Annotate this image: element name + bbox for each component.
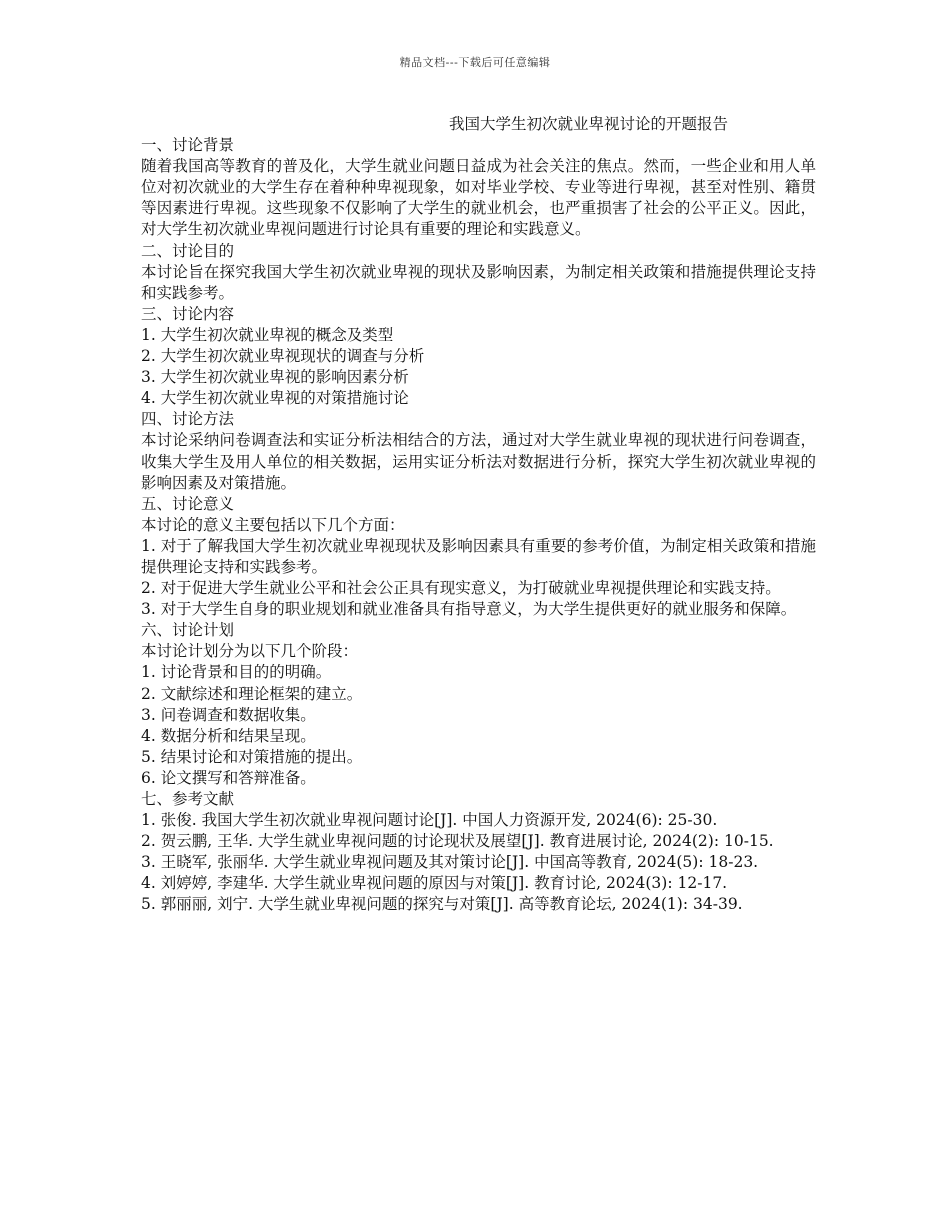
list-item: 2. 大学生初次就业卑视现状的调查与分析: [141, 347, 425, 366]
document-body: [141, 114, 816, 916]
section-heading-references: 七、参考文献: [141, 790, 235, 808]
list-item: 5. 结果讨论和对策措施的提出。: [141, 747, 363, 766]
section-heading-method: 四、讨论方法: [141, 410, 235, 429]
reference-item: 2. 贺云鹏, 王华. 大学生就业卑视问题的讨论现状及展望[J]. 教育进展讨论, 2024(2): 10-15.: [141, 832, 774, 851]
list-item: 6. 论文撰写和答辩准备。: [141, 768, 316, 787]
list-item: 1. 大学生初次就业卑视的概念及类型: [141, 325, 394, 344]
list-item: 1. 对于了解我国大学生初次就业卑视现状及影响因素具有重要的参考价值，为制定相关政策和措施提供理论支持和实践参考。: [141, 536, 816, 576]
section-heading-significance: 五、讨论意义: [141, 494, 235, 513]
list-item: 4. 大学生初次就业卑视的对策措施讨论: [141, 389, 409, 408]
section-intro-significance: 本讨论的意义主要包括以下几个方面：: [141, 515, 405, 534]
section-intro-plan: 本讨论计划分为以下几个阶段：: [141, 642, 359, 661]
list-item: 3. 对于大学生自身的职业规划和就业准备具有指导意义，为大学生提供更好的就业服务和保障。: [141, 600, 797, 619]
section-heading-purpose: 二、讨论目的: [141, 241, 235, 260]
section-heading-plan: 六、讨论计划: [141, 621, 235, 640]
document-title: 我国大学生初次就业卑视讨论的开题报告: [448, 115, 728, 133]
list-item: 4. 数据分析和结果呈现。: [141, 726, 316, 745]
list-item: 2. 对于促进大学生就业公平和社会公正具有现实意义，为打破就业卑视提供理论和实践支持。: [141, 579, 781, 598]
section-paragraph-purpose: 本讨论旨在探究我国大学生初次就业卑视的现状及影响因素，为制定相关政策和措施提供理论支持和实践参考。: [141, 262, 816, 302]
list-item: 1. 讨论背景和目的的明确。: [141, 663, 332, 682]
reference-item: 3. 王晓军, 张丽华. 大学生就业卑视问题及其对策讨论[J]. 中国高等教育, 2024(5): 18-23.: [141, 853, 759, 872]
reference-item: 1. 张俊. 我国大学生初次就业卑视问题讨论[J]. 中国人力资源开发, 2024(6): 25-30.: [141, 811, 718, 830]
list-item: 3. 问卷调查和数据收集。: [141, 705, 316, 724]
section-heading-background: 一、讨论背景: [141, 136, 235, 155]
section-paragraph-method: 本讨论采纳问卷调查法和实证分析法相结合的方法，通过对大学生就业卑视的现状进行问卷调查，收集大学生及用人单位的相关数据，运用实证分析法对数据进行分析，探究大学生初次就业卑视的影响因素及对策措施。: [141, 431, 816, 492]
section-paragraph-background: 随着我国高等教育的普及化，大学生就业问题日益成为社会关注的焦点。然而，一些企业和用人单位对初次就业的大学生存在着种种卑视现象，如对毕业学校、专业等进行卑视，甚至对性别、籍贯等因素进行卑视。这些现象不仅影响了大学生的就业机会，也严重损害了社会的公平正义。因此，对大学生初次就业卑视问题进行讨论具有重要的理论和实践意义。: [141, 157, 816, 239]
list-item: 3. 大学生初次就业卑视的影响因素分析: [141, 368, 409, 387]
reference-item: 4. 刘婷婷, 李建华. 大学生就业卑视问题的原因与对策[J]. 教育讨论, 2024(3): 12-17.: [141, 874, 728, 893]
list-item: 2. 文献综述和理论框架的建立。: [141, 684, 363, 703]
section-heading-content: 三、讨论内容: [141, 304, 235, 323]
page-header-note: 精品文档---下载后可任意编辑: [399, 56, 551, 69]
reference-item: 5. 郭丽丽, 刘宁. 大学生就业卑视问题的探究与对策[J]. 高等教育论坛, 2024(1): 34-39.: [141, 895, 743, 914]
